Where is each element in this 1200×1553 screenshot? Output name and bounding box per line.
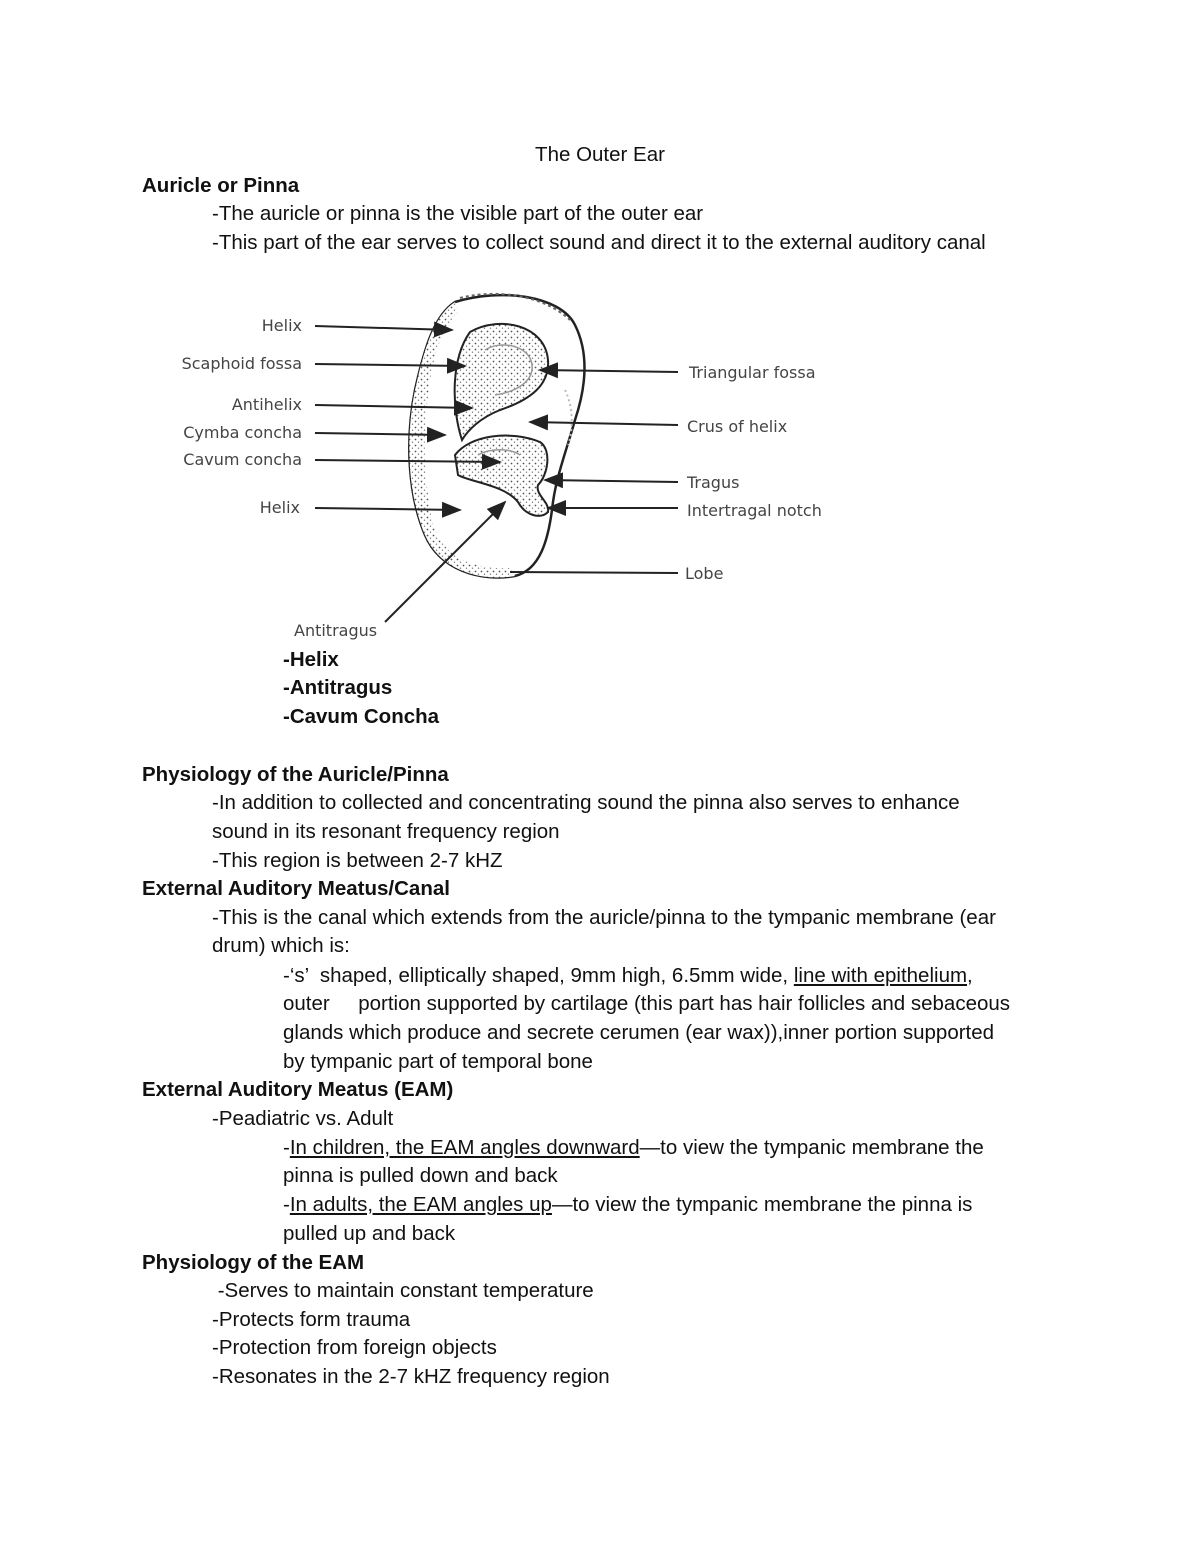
physiology-eam-item-4: -Resonates in the 2-7 kHZ frequency region: [212, 1365, 610, 1388]
eam-canal-line-3-comma: ,: [967, 964, 973, 987]
heading-eam-canal: External Auditory Meatus/Canal: [142, 877, 450, 900]
eam-adults-line-1: [283, 1191, 972, 1219]
physiology-eam-item-1: -Serves to maintain constant temperature: [212, 1279, 594, 1302]
bold-list-helix: -Helix: [283, 648, 339, 671]
label-lobe: Lobe: [685, 564, 724, 583]
bold-list-cavum-concha: -Cavum Concha: [283, 705, 440, 728]
adults-underline: In adults, the EAM angles up: [289, 1193, 552, 1216]
ear-diagram: [0, 270, 1200, 650]
heading-auricle: Auricle or Pinna: [142, 174, 300, 197]
eam-canal-line-3: [283, 962, 973, 990]
children-dash: -: [283, 1136, 290, 1159]
eam-adults-line-2: pulled up and back: [283, 1222, 456, 1245]
label-helix-bottom: Helix: [259, 498, 300, 517]
label-tragus: Tragus: [687, 473, 740, 492]
eam-children-line-1: [283, 1134, 984, 1162]
eam-children-line-2: pinna is pulled down and back: [283, 1164, 558, 1187]
page-title: The Outer Ear: [535, 143, 665, 166]
eam-canal-line-1: -This is the canal which extends from the auricle/pinna to the tympanic membrane (ear: [212, 906, 996, 929]
label-antihelix: Antihelix: [231, 395, 302, 414]
label-triangular-fossa: Triangular fossa: [689, 363, 816, 382]
label-scaphoid-fossa: Scaphoid fossa: [181, 354, 302, 373]
label-intertragal-notch: Intertragal notch: [687, 501, 822, 520]
physiology-eam-item-2: -Protects form trauma: [212, 1308, 411, 1331]
label-cymba-concha: Cymba concha: [183, 423, 302, 442]
label-cavum-concha: Cavum concha: [183, 450, 302, 469]
label-helix-top: Helix: [261, 316, 302, 335]
eam-sub: -Peadiatric vs. Adult: [212, 1107, 394, 1130]
children-post: —to view the tympanic membrane the: [639, 1136, 984, 1159]
children-underline: In children, the EAM angles downward: [289, 1136, 640, 1159]
epithelium-underline: line with epithelium: [793, 964, 968, 987]
physiology-auricle-line-2: sound in its resonant frequency region: [212, 820, 560, 843]
label-crus-of-helix: Crus of helix: [687, 417, 788, 436]
concha-shape: [455, 436, 548, 516]
eam-canal-line-5: glands which produce and secrete cerumen (ear wax)),inner portion supported: [283, 1021, 995, 1044]
heading-eam: External Auditory Meatus (EAM): [142, 1078, 454, 1101]
physiology-auricle-line-1: -In addition to collected and concentrating sound the pinna also serves to enhance: [212, 791, 960, 814]
heading-physiology-auricle: Physiology of the Auricle/Pinna: [142, 763, 449, 786]
heading-physiology-eam: Physiology of the EAM: [142, 1251, 365, 1274]
eam-canal-line-3-text: -‘s’ shaped, elliptically shaped, 9mm high, 6.5mm wide,: [283, 964, 794, 987]
adults-post: —to view the tympanic membrane the pinna is: [551, 1193, 973, 1216]
physiology-eam-item-3: -Protection from foreign objects: [212, 1336, 497, 1359]
physiology-auricle-line-3: -This region is between 2-7 kHZ: [212, 849, 503, 872]
bold-list-antitragus: -Antitragus: [283, 676, 393, 699]
auricle-line-2: -This part of the ear serves to collect sound and direct it to the external auditory canal: [212, 231, 986, 254]
label-antitragus: Antitragus: [294, 621, 378, 640]
eam-canal-line-4: outer portion supported by cartilage (this part has hair follicles and sebaceous: [283, 992, 1011, 1015]
adults-dash: -: [283, 1193, 290, 1216]
eam-canal-line-2: drum) which is:: [212, 934, 350, 957]
auricle-line-1: -The auricle or pinna is the visible part of the outer ear: [212, 202, 704, 225]
eam-canal-line-6: by tympanic part of temporal bone: [283, 1050, 593, 1073]
